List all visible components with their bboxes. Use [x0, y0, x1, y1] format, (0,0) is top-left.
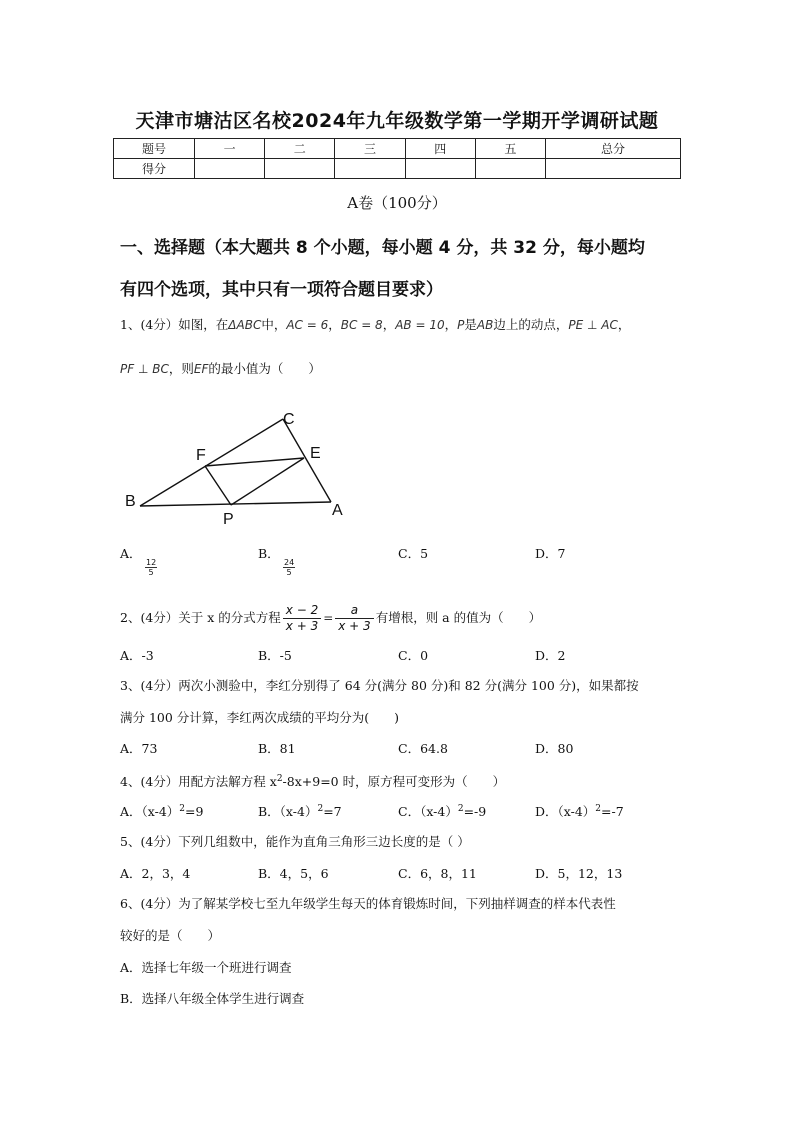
q1-option-c[interactable]: C．5 — [398, 546, 429, 561]
page-title: 天津市塘沽区名校2024年九年级数学第一学期开学调研试题 — [135, 110, 659, 132]
label-C: C — [283, 411, 295, 428]
segment-FE — [205, 458, 304, 466]
q4-option-b[interactable]: B．$(x-4)^2=7$ — [258, 803, 342, 819]
q2-option-d[interactable]: D．2 — [535, 648, 566, 663]
q3-option-d[interactable]: D．80 — [535, 741, 574, 756]
q4-option-d[interactable]: D．$(x-4)^2=-7$ — [535, 803, 624, 819]
section-heading-line2: 有四个选项，其中只有一项符合题目要求） — [120, 280, 443, 300]
q2-fraction-left: $\frac{x - 2}{x + 3}$ — [283, 603, 321, 634]
q5-option-d[interactable]: D．5，12，13 — [535, 866, 623, 881]
q1-option-a-fraction: $\frac{12}{5}$ — [146, 558, 157, 577]
question-3-line1: 3、(4分）两次小测验中，李红分别得了 64 分(满分 80 分)和 82 分(满分 100 分)，如果都按 — [120, 678, 639, 693]
score-cell — [335, 159, 405, 179]
label-P: P — [223, 511, 234, 528]
q3-option-b[interactable]: B．81 — [258, 741, 296, 756]
q2-option-b[interactable]: B．‐5 — [258, 648, 292, 663]
question-6-line2: 较好的是（ ） — [120, 928, 221, 943]
score-header-cell: 二 — [265, 139, 335, 159]
question-3-line2: 满分 100 分计算，李红两次成绩的平均分为( ) — [120, 710, 400, 725]
score-header-cell: 题号 — [114, 139, 195, 159]
score-header-cell: 四 — [405, 139, 475, 159]
score-cell — [546, 159, 681, 179]
score-header-cell: 总分 — [546, 139, 681, 159]
q4-option-c[interactable]: C．$(x-4)^2=-9$ — [398, 803, 487, 819]
segment-PE — [231, 458, 304, 505]
question-1-line2: PF ⊥ BC，则EF的最小值为（ ） — [120, 361, 321, 376]
q3-option-a[interactable]: A．73 — [120, 741, 158, 756]
score-cell — [475, 159, 545, 179]
q5-option-a[interactable]: A．2，3，4 — [120, 866, 191, 881]
q6-option-b[interactable]: B．选择八年级全体学生进行调查 — [120, 991, 305, 1006]
score-cell — [195, 159, 265, 179]
q2-fraction-right: $\frac{a}{x + 3}$ — [335, 603, 373, 634]
segment-CA — [283, 419, 331, 502]
q2-option-a[interactable]: A．‐3 — [120, 648, 154, 663]
q4-option-a[interactable]: A．$(x-4)^2=9$ — [120, 803, 204, 819]
question-1-line1: 1、(4分）如图，在ΔABC中，AC = 6，BC = 8，AB = 10，P是AB边上的动点，PE ⊥ AC， — [120, 317, 631, 332]
q1-option-b[interactable]: B． $\frac{24}{5}$ — [258, 546, 295, 577]
q1-option-a[interactable]: A． $\frac{12}{5}$ — [120, 546, 157, 577]
q3-option-c[interactable]: C．64.8 — [398, 741, 448, 756]
question-6-line1: 6、(4分）为了解某学校七至九年级学生每天的体育锻炼时间，下列抽样调查的样本代表性 — [120, 896, 616, 911]
score-cell — [405, 159, 475, 179]
label-A: A — [332, 502, 343, 519]
volume-label: A卷（100分） — [347, 194, 447, 212]
question-5: 5、(4分）下列几组数中，能作为直角三角形三边长度的是（ ） — [120, 834, 470, 849]
score-row-label: 得分 — [114, 159, 195, 179]
score-table — [113, 138, 681, 179]
segment-FP — [205, 466, 231, 505]
segment-BC — [140, 419, 283, 506]
triangle-figure — [120, 405, 360, 530]
label-F: F — [196, 447, 206, 464]
score-table-header-row — [114, 139, 681, 159]
score-header-cell: 一 — [195, 139, 265, 159]
score-cell — [265, 159, 335, 179]
question-4: 4、(4分）用配方法解方程 $x^2-8x+9=0$ 时，原方程可变形为（ ） — [120, 774, 506, 790]
label-B: B — [125, 493, 136, 510]
score-table-score-row — [114, 159, 681, 179]
score-header-cell: 五 — [475, 139, 545, 159]
q5-option-b[interactable]: B．4，5，6 — [258, 866, 329, 881]
q1-option-d[interactable]: D．7 — [535, 546, 566, 561]
section-heading-line1: 一、选择题（本大题共 8 个小题，每小题 4 分，共 32 分，每小题均 — [120, 238, 645, 258]
question-2: 2、(4分）关于 x 的分式方程 $\frac{x - 2}{x + 3}$ = $\frac{a}{x + 3}$ 有增根，则 a 的值为（ ） — [120, 603, 542, 633]
q5-option-c[interactable]: C．6，8，11 — [398, 866, 477, 881]
q2-option-c[interactable]: C．0 — [398, 648, 429, 663]
label-E: E — [310, 445, 321, 462]
q6-option-a[interactable]: A．选择七年级一个班进行调查 — [120, 960, 292, 975]
score-header-cell: 三 — [335, 139, 405, 159]
q1-option-b-fraction: $\frac{24}{5}$ — [284, 558, 295, 577]
